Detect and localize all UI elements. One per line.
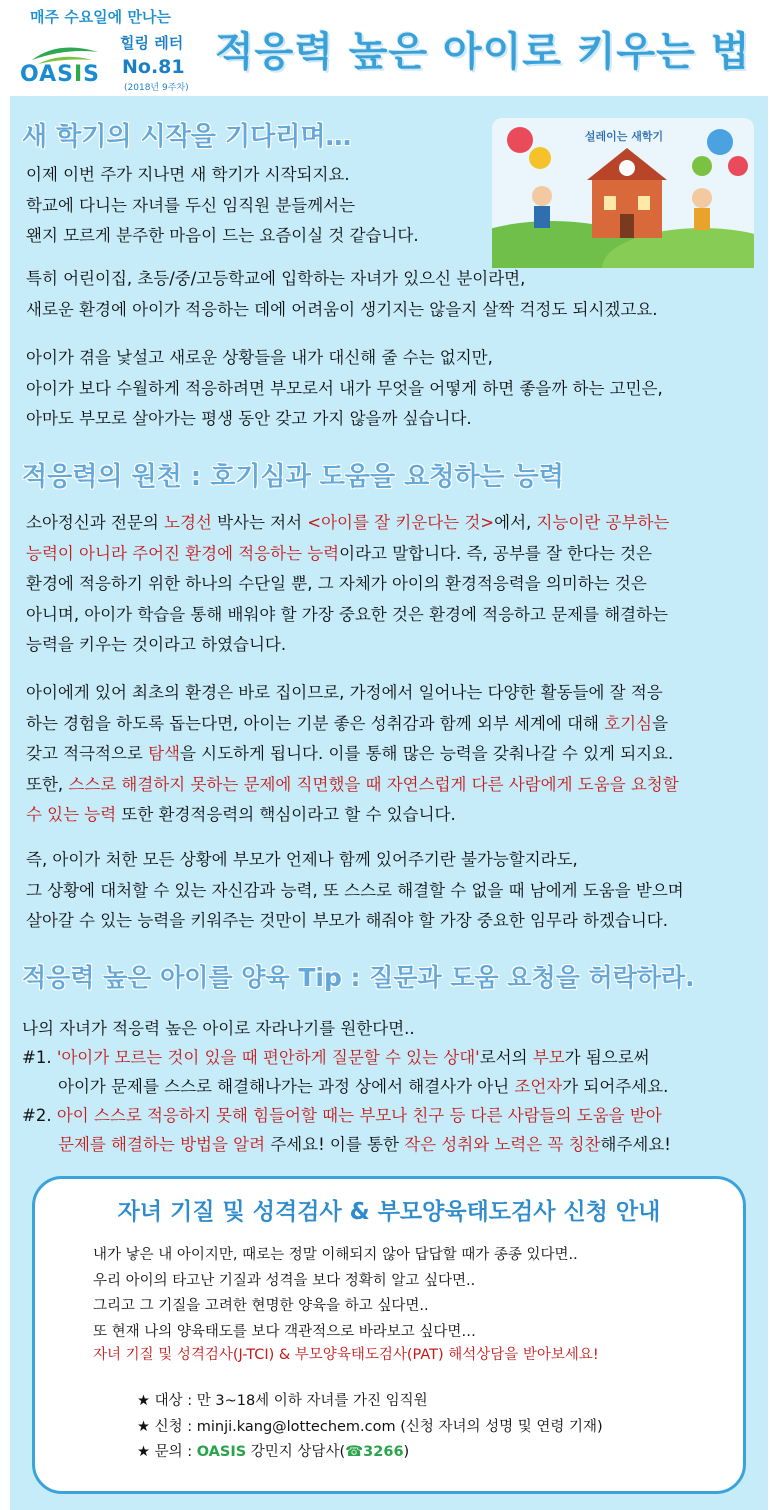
page-title: 적응력 높은 아이로 키우는 법 bbox=[215, 29, 751, 75]
section2-paragraph-1: 소아정신과 전문의 노경선 박사는 저서 <아이를 잘 키운다는 것>에서, 지능이란 공부하는 능력이 아니라 주어진 환경에 적응하는 능력이라고 말합니다. 즉, 공부를 잘 한다는 것은 환경에 적응하기 위한 하나의 수단일 뿐, 그 자체가 아이의 환경적응력을 의미하는 것은 아니며, 아이가 학습을 통해 배워야 할 가장 중요한 것은 환경에 적응하고 문제를 해결하는 능력을 키우는 것이라고 하였습니다. bbox=[26, 513, 670, 654]
tip-1-line-2: 아이가 문제를 스스로 해결해나가는 과정 상에서 해결사가 아닌 조언자가 되어주세요. bbox=[58, 1077, 669, 1096]
section1-paragraph-2: 특히 어린이집, 초등/중/고등학교에 입학하는 자녀가 있으신 분이라면, 새로운 환경에 아이가 적응하는 데에 어려움이 생기지는 않을지 살짝 걱정도 되시겠고요. bbox=[26, 269, 658, 319]
section2-paragraph-3: 즉, 아이가 처한 모든 상황에 부모가 언제나 함께 있어주기란 불가능할지라도, 그 상황에 대처할 수 있는 자신감과 능력, 또 스스로 해결할 수 없을 때 남에게 도움을 받으며 살아갈 수 있는 능력을 키워주는 것만이 부모가 해줘야 할 가장 중요한 임무라 하겠습니다. bbox=[26, 850, 684, 930]
notice-title: 자녀 기질 및 성격검사 & 부모양육태도검사 신청 안내 bbox=[117, 1199, 661, 1225]
section-heading-new-term: 새 학기의 시작을 기다리며… bbox=[22, 122, 352, 152]
notice-target: ★ 대상 : 만 3~18세 이하 자녀를 가진 임직원 bbox=[137, 1393, 428, 1409]
tip-intro: 나의 자녀가 적응력 높은 아이로 자라나기를 원한다면.. bbox=[22, 1019, 415, 1038]
notice-contact: ★ 문의 : OASIS 강민지 상담사(☎3266) bbox=[137, 1444, 410, 1460]
illustration-banner: 설레이는 새학기 bbox=[584, 130, 664, 143]
tip-list bbox=[22, 1014, 671, 1159]
tagline: 매주 수요일에 만나는 bbox=[30, 8, 171, 26]
letter-number: No.81 bbox=[122, 56, 185, 78]
tip-1: #1. '아이가 모르는 것이 있을 때 편안하게 질문할 수 있는 상대'로서의 부모가 됨으로써 bbox=[22, 1048, 650, 1067]
section-heading-source: 적응력의 원천 : 호기심과 도움을 요청하는 능력 bbox=[22, 462, 564, 492]
header bbox=[0, 0, 777, 96]
section2-paragraph-2: 아이에게 있어 최초의 환경은 바로 집이므로, 가정에서 일어나는 다양한 활동들에 잘 적응 하는 경험을 하도록 돕는다면, 아이는 기분 좋은 성취감과 함께 외부 세계에 대해 호기심을 갖고 적극적으로 탐색을 시도하게 됩니다. 이를 통해 많은 능력을 갖춰나갈 수 있게 되지요. 또한, 스스로 해결하지 못하는 문제에 직면했을 때 자연스럽게 다른 사람에게 도움을 요청할 수 있는 능력 또한 환경적응력의 핵심이라고 할 수 있습니다. bbox=[26, 683, 679, 824]
section1-paragraph-1: 이제 이번 주가 지나면 새 학기가 시작되지요. 학교에 다니는 자녀를 두신 임직원 분들께서는 왠지 모르게 분주한 마음이 드는 요즘이실 것 같습니다. bbox=[26, 165, 419, 245]
tip-2-line-2: 문제를 해결하는 방법을 알려 주세요! 이를 통한 작은 성취와 노력은 꼭 칭찬해주세요! bbox=[58, 1135, 671, 1154]
school-illustration bbox=[492, 118, 754, 268]
tagline-sub: 힐링 레터 bbox=[120, 34, 184, 52]
oasis-logo-text: OASIS bbox=[20, 62, 101, 87]
notice-info bbox=[137, 1389, 603, 1466]
notice-cta: 자녀 기질 및 성격검사(J-TCI) & 부모양육태도검사(PAT) 해석상담을 받아보세요! bbox=[93, 1347, 599, 1363]
notice-lines: 내가 낳은 내 아이지만, 때로는 정말 이해되지 않아 답답할 때가 종종 있다면.. 우리 아이의 타고난 기질과 성격을 보다 정확히 알고 싶다면.. 그리고 그 기질을 고려한 현명한 양육을 하고 싶다면.. 또 현재 나의 양육태도를 보다 객관적으로 바라보고 싶다면… bbox=[93, 1247, 578, 1340]
notice-apply[interactable]: ★ 신청 : minji.kang@lottechem.com (신청 자녀의 성명 및 연령 기재) bbox=[137, 1418, 603, 1435]
section-heading-tip: 적응력 높은 아이를 양육 Tip : 질문과 도움 요청을 허락하라. bbox=[22, 963, 695, 992]
notice-box bbox=[32, 1176, 746, 1494]
tip-2: #2. 아이 스스로 적응하지 못해 힘들어할 때는 부모나 친구 등 다른 사람들의 도움을 받아 bbox=[22, 1106, 662, 1125]
issue-date: (2018년 9주차) bbox=[124, 83, 189, 93]
section1-paragraph-3: 아이가 겪을 낯설고 새로운 상황들을 내가 대신해 줄 수는 없지만, 아이가 보다 수월하게 적응하려면 부모로서 내가 무엇을 어떻게 하면 좋을까 하는 고민은, 아마도 부모로 살아가는 평생 동안 갖고 가지 않을까 싶습니다. bbox=[26, 348, 663, 428]
